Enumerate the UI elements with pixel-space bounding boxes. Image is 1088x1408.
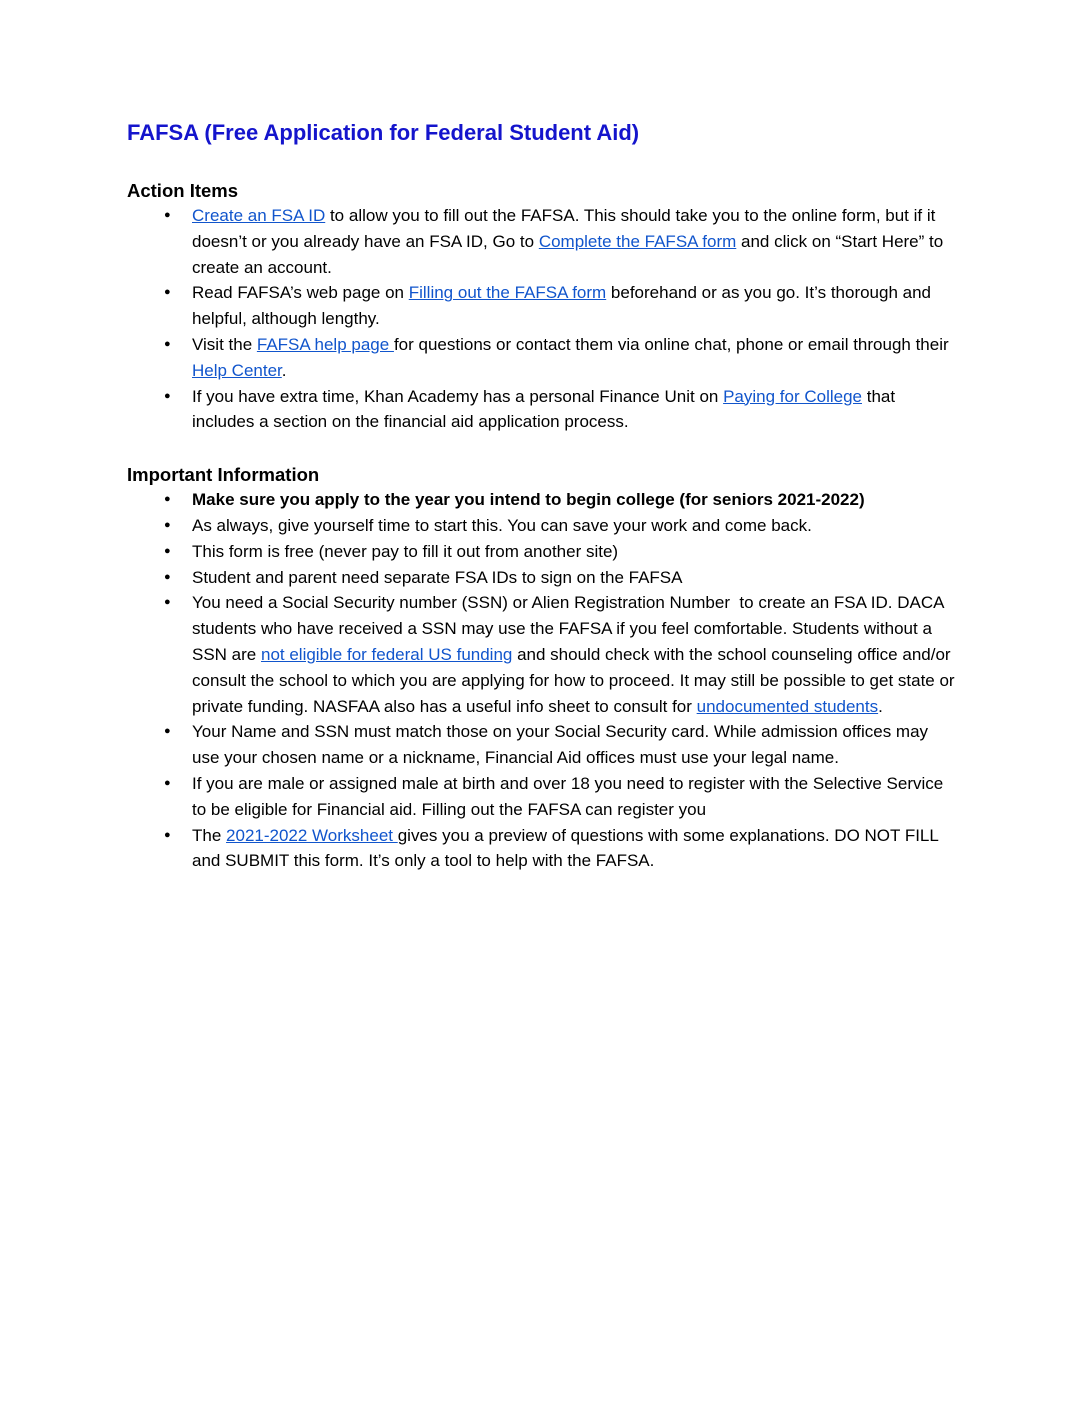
list-item [127,280,957,332]
hyperlink[interactable]: FAFSA help page [256,334,394,354]
document-body [127,178,957,874]
text-run: If you are male or assigned male at birth and over 18 you need to register with the Selective Service to be eligible for Financial aid. Filling out the FAFSA can register you [192,773,944,819]
text-run: gives you a preview of questions with some explanations. DO NOT FILL and SUBMIT this form. It’s only a tool to help with the FAFSA. [192,825,939,871]
text-run: Your Name and SSN must match those on your Social Security card. While admission offices may use your chosen name or a nickname, Financial Aid offices must use your legal name. [192,722,929,768]
list-item [127,513,957,539]
text-run: This form is free (never pay to fill it out from another site) [192,541,619,561]
section-heading: Important Information [127,464,320,486]
list-item [127,384,957,436]
bullet-list [127,203,957,435]
list-item [127,719,957,771]
text-run: Make sure you apply to the year you intend to begin college (for seniors 2021-2022) [192,490,865,510]
text-run: If you have extra time, Khan Academy has a personal Finance Unit on [192,386,724,406]
text-run: beforehand or as you go. It’s thorough and helpful, although lengthy. [192,283,932,329]
text-run: Student and parent need separate FSA IDs to sign on the FAFSA [192,567,683,587]
text-run: Visit the [192,334,257,354]
bullet-list [127,487,957,874]
section-heading: Action Items [127,180,239,201]
list-item [127,487,957,513]
text-run: You need a Social Security number (SSN) or Alien Registration Number to create an FSA ID. DACA students who have received a SSN may use the FAFSA if you feel comfortable. Students without a SSN are [192,593,944,664]
text-run: and click on “Start Here” to create an account. [192,231,944,277]
list-item [127,771,957,823]
list-item [127,565,957,591]
hyperlink[interactable]: undocumented students [696,696,879,716]
hyperlink[interactable]: Complete the FAFSA form [538,231,737,251]
text-run: that includes a section on the financial aid application process. [192,386,896,432]
document-title: FAFSA (Free Application for Federal Student Aid) [127,120,640,145]
hyperlink[interactable]: 2021-2022 Worksheet [226,825,398,845]
text-run: As always, give yourself time to start this. You can save your work and come back. [192,515,812,535]
list-item [127,590,957,719]
hyperlink[interactable]: not eligible for federal US funding [260,644,513,664]
text-run: . [878,696,883,716]
text-run: and should check with the school counseling office and/or consult the school to which you are applying for how to proceed. It may still be possible to get state or private funding. NASFAA also has a useful info sheet to consult for [192,644,955,716]
text-run: The [192,825,227,845]
hyperlink[interactable]: Help Center [192,360,282,380]
text-run: Read FAFSA’s web page on [192,283,409,303]
text-run: for questions or contact them via online chat, phone or email through their [393,334,949,354]
list-item [127,332,957,384]
hyperlink[interactable]: Paying for College [723,386,862,406]
text-run: . [281,360,287,380]
list-item [127,823,957,875]
list-item [127,203,957,280]
hyperlink[interactable]: Create an FSA ID [192,206,326,225]
text-run: to allow you to fill out the FAFSA. This should take you to the online form, but if it doesn’t or you already have an FSA ID, Go to [192,206,936,251]
list-item [127,539,957,565]
hyperlink[interactable]: Filling out the FAFSA form [408,283,607,303]
